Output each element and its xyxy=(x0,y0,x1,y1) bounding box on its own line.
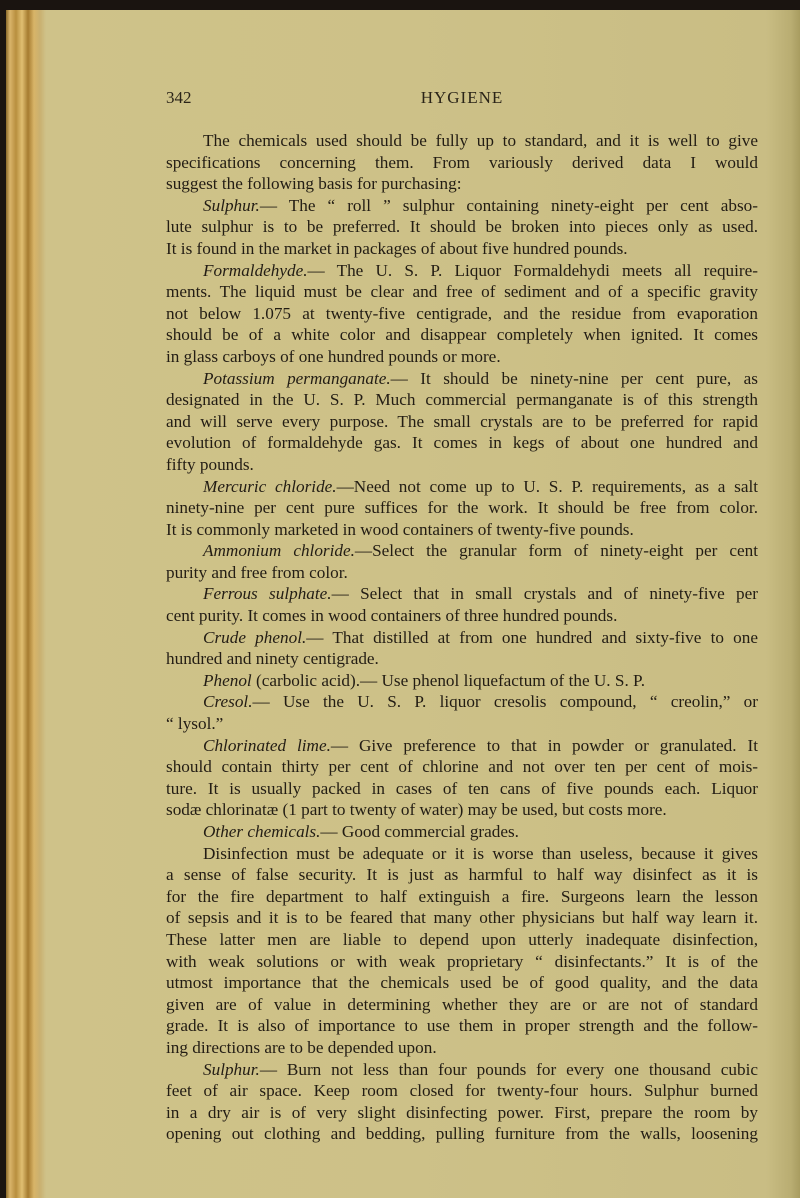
text-line xyxy=(166,1080,758,1102)
line-text: “ lysol.” xyxy=(166,714,224,734)
line-text: — Give preference to that in powder or granulated. It xyxy=(330,735,758,755)
text-line xyxy=(166,907,758,929)
line-text: ments. The liquid must be clear and free of sediment and of a specific gravity xyxy=(166,282,758,302)
body-text xyxy=(166,130,758,1145)
italic-heading: Phenol xyxy=(203,670,252,690)
text-line xyxy=(166,1015,758,1037)
text-line xyxy=(166,583,758,605)
line-text: of sepsis and it is to be feared that many other physicians but half way learn it. xyxy=(166,908,758,928)
text-line xyxy=(166,929,758,951)
text-line xyxy=(166,281,758,303)
italic-heading: Ferrous sulphate. xyxy=(203,584,332,604)
line-text: — The U. S. P. Liquor Formaldehydi meets all require- xyxy=(307,260,758,280)
line-text: utmost importance that the chemicals used be of good quality, and the data xyxy=(166,973,758,993)
line-text: for the fire department to half extinguish a fire. Surgeons learn the lesson xyxy=(166,886,758,906)
text-line xyxy=(166,821,758,843)
text-line xyxy=(166,648,758,670)
line-text: It is found in the market in packages of about five hundred pounds. xyxy=(166,238,628,258)
text-line xyxy=(166,562,758,584)
line-text: given are of value in determining whether they are or are not of standard xyxy=(166,994,758,1014)
line-text: — Select that in small crystals and of ninety-five per xyxy=(331,584,758,604)
italic-heading: Crude phenol. xyxy=(203,627,307,647)
text-line xyxy=(166,1037,758,1059)
running-title: HYGIENE xyxy=(420,88,504,107)
line-text: ninety-nine per cent pure suffices for the work. It should be free from color. xyxy=(166,498,758,518)
text-line xyxy=(166,799,758,821)
line-text: — The “ roll ” sulphur containing ninety-eight per cent abso- xyxy=(259,195,758,215)
line-text: opening out clothing and bedding, pulling furniture from the walls, loosening xyxy=(166,1124,758,1144)
italic-heading: Sulphur. xyxy=(203,195,260,215)
text-line xyxy=(166,303,758,325)
text-line xyxy=(166,216,758,238)
line-text: in glass carboys of one hundred pounds or more. xyxy=(166,346,501,366)
text-line xyxy=(166,497,758,519)
line-text: — That distilled at from one hundred and sixty-five to one xyxy=(306,627,759,647)
text-line xyxy=(166,368,758,390)
line-text: hundred and ninety centigrade. xyxy=(166,649,379,669)
text-line xyxy=(166,886,758,908)
text-line xyxy=(166,756,758,778)
line-text: —Need not come up to U. S. P. requirements, as a salt xyxy=(336,476,758,496)
line-text: (carbolic acid).— Use phenol liquefactum of the U. S. P. xyxy=(251,670,645,690)
line-text: evolution of formaldehyde gas. It comes in kegs of about one hundred and xyxy=(166,433,758,453)
text-line xyxy=(166,605,758,627)
page-header xyxy=(166,88,758,112)
line-text: specifications concerning them. From variously derived data I would xyxy=(166,152,758,172)
line-text: ture. It is usually packed in cases of ten cans of five pounds each. Liquor xyxy=(166,778,758,798)
text-line xyxy=(166,173,758,195)
text-line xyxy=(166,260,758,282)
text-line xyxy=(166,195,758,217)
line-text: suggest the following basis for purchasing: xyxy=(166,174,462,194)
line-text: not below 1.075 at twenty-five centigrade, and the residue from evaporation xyxy=(166,303,758,323)
book-page xyxy=(6,10,800,1198)
line-text: — It should be ninety-nine per cent pure, as xyxy=(390,368,758,388)
line-text: in a dry air is of very slight disinfecting power. First, prepare the room by xyxy=(166,1102,758,1122)
line-text: These latter men are liable to depend upon utterly inadequate disinfection, xyxy=(166,929,758,949)
text-line xyxy=(166,972,758,994)
italic-heading: Mercuric chloride. xyxy=(203,476,337,496)
text-line xyxy=(166,324,758,346)
line-text: purity and free from color. xyxy=(166,562,348,582)
line-text: should be of a white color and disappear completely when ignited. It comes xyxy=(166,325,758,345)
text-line xyxy=(166,130,758,152)
italic-heading: Potassium permanganate. xyxy=(203,368,391,388)
text-line xyxy=(166,778,758,800)
line-text: feet of air space. Keep room closed for twenty-four hours. Sulphur burned xyxy=(166,1081,758,1101)
italic-heading: Sulphur. xyxy=(203,1059,260,1079)
line-text: ing directions are to be depended upon. xyxy=(166,1037,437,1057)
italic-heading: Ammonium chloride. xyxy=(203,541,355,561)
line-text: a sense of false security. It is just as harmful to half way disinfect as it is xyxy=(166,865,758,885)
line-text: lute sulphur is to be preferred. It should be broken into pieces only as used. xyxy=(166,217,758,237)
text-line xyxy=(166,389,758,411)
line-text: and will serve every purpose. The small crystals are to be preferred for rapid xyxy=(166,411,758,431)
text-line xyxy=(166,951,758,973)
line-text: cent purity. It comes in wood containers of three hundred pounds. xyxy=(166,606,618,626)
text-line xyxy=(166,843,758,865)
text-line xyxy=(166,540,758,562)
text-line xyxy=(166,994,758,1016)
text-line xyxy=(166,476,758,498)
text-line xyxy=(166,864,758,886)
line-text: — Good commercial grades. xyxy=(320,822,519,841)
line-text: sodæ chlorinatæ (1 part to twenty of water) may be used, but costs more. xyxy=(166,800,667,820)
text-line xyxy=(166,238,758,260)
line-text: — Use the U. S. P. liquor cresolis compound, “ creolin,” or xyxy=(252,692,758,712)
text-line xyxy=(166,152,758,174)
line-text: Disinfection must be adequate or it is worse than useless, because it gives xyxy=(203,843,758,863)
text-line xyxy=(166,1102,758,1124)
line-text: It is commonly marketed in wood containers of twenty-five pounds. xyxy=(166,519,634,539)
text-line xyxy=(166,627,758,649)
line-text: grade. It is also of importance to use them in proper strength and the follow- xyxy=(166,1016,758,1036)
text-line xyxy=(166,519,758,541)
line-text: — Burn not less than four pounds for every one thousand cubic xyxy=(259,1059,758,1079)
text-line xyxy=(166,454,758,476)
italic-heading: Cresol. xyxy=(203,692,253,712)
text-line xyxy=(166,1059,758,1081)
text-line xyxy=(166,432,758,454)
text-line xyxy=(166,670,758,692)
text-line xyxy=(166,735,758,757)
line-text: should contain thirty per cent of chlorine and not over ten per cent of mois- xyxy=(166,757,758,777)
page-number: 342 xyxy=(166,88,192,107)
italic-heading: Other chemicals. xyxy=(203,822,321,841)
line-text: with weak solutions or with weak proprietary “ disinfectants.” It is of the xyxy=(166,951,758,971)
text-line xyxy=(166,713,758,735)
line-text: fifty pounds. xyxy=(166,454,254,474)
line-text: designated in the U. S. P. Much commercial permanganate is of this strength xyxy=(166,390,758,410)
line-text: The chemicals used should be fully up to standard, and it is well to give xyxy=(203,131,758,150)
text-line xyxy=(166,691,758,713)
italic-heading: Chlorinated lime. xyxy=(203,735,331,755)
text-line xyxy=(166,1123,758,1145)
text-line xyxy=(166,411,758,433)
italic-heading: Formaldehyde. xyxy=(203,260,308,280)
line-text: —Select the granular form of ninety-eight per cent xyxy=(354,541,759,561)
text-line xyxy=(166,346,758,368)
